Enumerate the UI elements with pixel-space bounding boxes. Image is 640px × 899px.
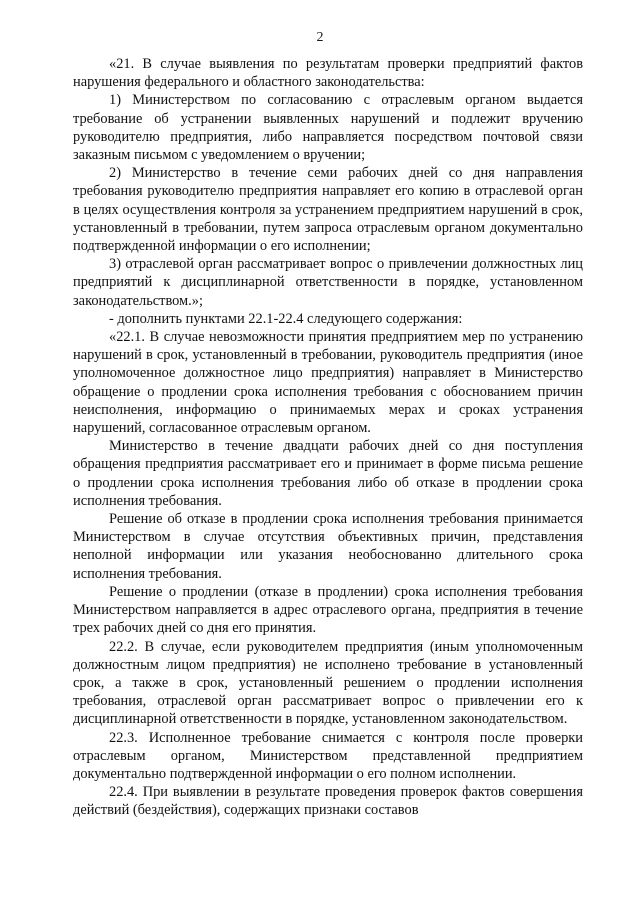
paragraph-22-4: 22.4. При выявлении в результате проведения проверок фактов совершения действий (бездействия), содержащих признаки составов xyxy=(73,784,583,819)
paragraph-21-item-2: 2) Министерство в течение семи рабочих дней со дня направления требования руководителю предприятия направляет его копию в отраслевой орган в целях осуществления контроля за устранением предприятием нарушений в срок, установленный в требовании, путем запроса отраслевым органом документально подтвержденной информации о его исполнении; xyxy=(73,165,583,255)
paragraph-22-1-refusal: Решение об отказе в продлении срока исполнения требования принимается Министерством в случае отсутствия объективных причин, представления неполной информации или указания необоснованно длительного срока исполнения требования. xyxy=(73,511,583,582)
paragraph-21: «21. В случае выявления по результатам проверки предприятий фактов нарушения федерального и областного законодательства: xyxy=(73,56,583,91)
paragraph-22-1-decision-notice: Решение о продлении (отказе в продлении) срока исполнения требования Министерством направляется в адрес отраслевого органа, предприятия в течение трех рабочих дней со дня его принятия. xyxy=(73,583,583,637)
paragraph-22-2: 22.2. В случае, если руководителем предприятия (иным уполномоченным должностным лицом предприятия) не исполнено требование в установленный срок, а также в срок, установленный решением о продлении исполнения требования, отраслевой орган рассматривает вопрос о привлечении его к дисциплинарной ответственности в порядке, установленном законодательством. xyxy=(73,638,583,728)
paragraph-22-1: «22.1. В случае невозможности принятия предприятием мер по устранению нарушений в срок, установленный в требовании, руководитель предприятия (иное уполномоченное должностное лицо предприятия) направляет в Министерство обращение о продлении срока исполнения требования с обоснованием причин неисполнения, информацию о принимаемых мерах и сроках устранения нарушений, согласованное отраслевым органом. xyxy=(73,329,583,437)
paragraph-22-3: 22.3. Исполненное требование снимается с контроля после проверки отраслевым органом, Министерством представленной предприятием документально подтвержденной информации о его полном исполнении. xyxy=(73,729,583,782)
paragraph-22-1-ministry-review: Министерство в течение двадцати рабочих дней со дня поступления обращения предприятия рассматривает его и принимает в форме письма решение о продлении срока исполнения требования либо об отказе в продлении срока исполнения требования. xyxy=(73,438,583,509)
amendment-instruction: - дополнить пунктами 22.1-22.4 следующего содержания: xyxy=(109,310,463,327)
document-body xyxy=(73,55,583,820)
page-number: 2 xyxy=(316,30,324,45)
paragraph-21-item-1: 1) Министерством по согласованию с отраслевым органом выдается требование об устранении выявленных нарушений и подлежит вручению руководителю предприятия, либо направляется посредством почтовой связи заказным письмом с уведомлением о вручении; xyxy=(73,92,583,164)
paragraph-21-item-3: 3) отраслевой орган рассматривает вопрос о привлечении должностных лиц предприятий к дисциплинарной ответственности в порядке, установленном законодательством.»; xyxy=(73,256,583,309)
